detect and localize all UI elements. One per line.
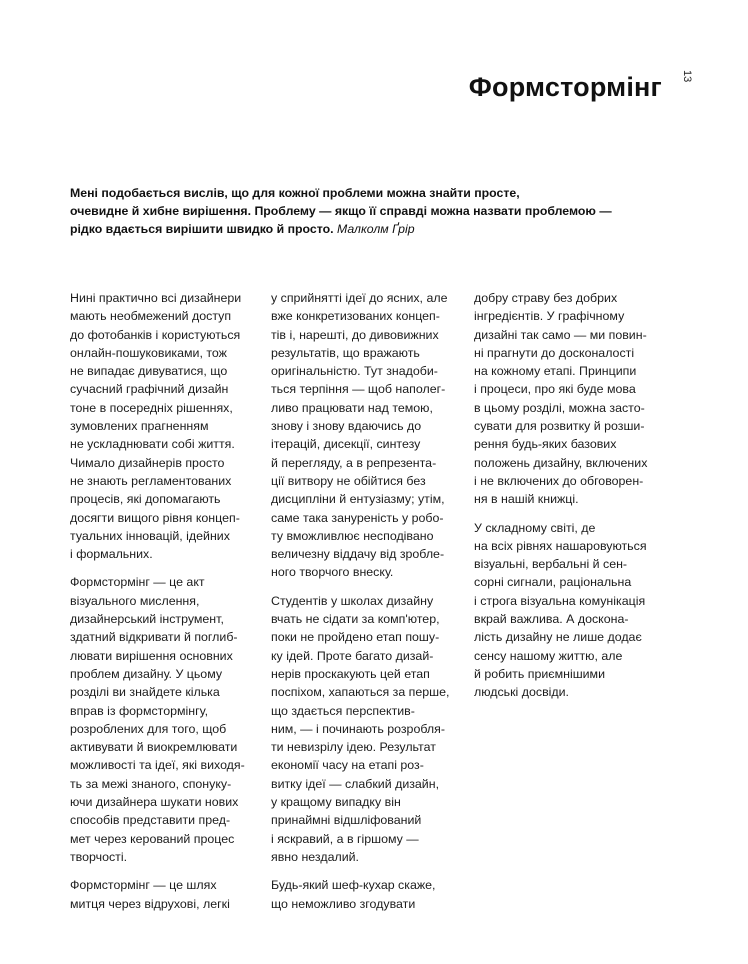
body-text-line: не знають регламентованих xyxy=(70,473,232,488)
body-paragraph xyxy=(70,876,266,913)
body-paragraph xyxy=(271,289,467,582)
body-paragraph xyxy=(271,876,467,913)
body-text-line: розроблених для того, щоб xyxy=(70,721,227,736)
body-text-line: сорні сигнали, раціональна xyxy=(474,575,632,590)
body-text-line: у сприйнятті ідеї до ясних, але xyxy=(271,291,448,305)
body-text-line: митця через відрухові, легкі xyxy=(70,896,230,911)
body-text-line: явно нездалий. xyxy=(271,849,359,864)
page-title: Формстормінг xyxy=(468,72,662,102)
body-text-line: сучасний графічний дизайн xyxy=(70,382,229,397)
body-text-line: Студентів у школах дизайну xyxy=(271,593,434,608)
body-text-line: величезну віддачу від зробле- xyxy=(271,547,445,562)
body-text-line: можливості та ідеї, які виходя- xyxy=(70,758,245,773)
body-text-line: вкрай важлива. А доскона- xyxy=(474,612,629,627)
body-text-line: тоне в посередніх рішеннях, xyxy=(70,400,233,415)
body-text-line: мають необмежений доступ xyxy=(70,309,232,324)
body-text-line: економії часу на етапі роз- xyxy=(271,758,424,773)
body-text-line: зумовлених прагненням xyxy=(70,419,209,434)
body-text-line: ітерацій, дисекції, синтезу xyxy=(271,437,421,452)
body-text-line: ливо працювати над темою, xyxy=(271,400,433,415)
body-text-line: що неможливо згодувати xyxy=(271,896,416,911)
body-text-line: творчості. xyxy=(70,849,128,864)
body-text-line: не випадає дивуватися, що xyxy=(70,364,228,379)
body-text-line: рення будь-яких базових xyxy=(474,437,617,452)
body-text-line: саме така зануреність у робо- xyxy=(271,510,444,525)
body-text-line: і формальних. xyxy=(70,547,153,562)
text-column-3 xyxy=(474,289,674,712)
body-text-line: результатів, що вражають xyxy=(271,345,420,360)
body-text-line: і процеси, про які буде мова xyxy=(474,382,636,397)
body-text-line: вправ із формстормінгу, xyxy=(70,703,209,718)
body-text-line: способів представити пред- xyxy=(70,813,231,828)
body-text-line: поспіхом, хапаються за перше, xyxy=(271,685,450,700)
body-text-line: ючи дизайнера шукати нових xyxy=(70,795,239,810)
epigraph-line-text: рідко вдається вирішити швидко й просто. xyxy=(70,222,334,236)
body-text-line: положень дизайну, включених xyxy=(474,455,648,470)
body-text-line: ні прагнути до досконалості xyxy=(474,345,635,360)
body-text-line: людські досвіди. xyxy=(474,685,569,700)
body-text-line: ти невизрілу ідею. Результат xyxy=(271,740,436,755)
body-text-line: знову і знову вдаючись до xyxy=(271,419,422,434)
body-text-line: ного творчого внеску. xyxy=(271,565,394,580)
body-text-line: лість дизайну не лише додає xyxy=(474,630,642,645)
body-text-line: лювати вирішення основних xyxy=(70,648,233,663)
body-paragraph xyxy=(70,573,266,866)
body-text-line: у кращому випадку він xyxy=(271,795,401,810)
body-text-line: туальних інновацій, ідейних xyxy=(70,528,230,543)
body-text-line: вже конкретизованих концеп- xyxy=(271,309,440,324)
body-paragraph xyxy=(271,592,467,866)
body-text-line: проблем дизайну. У цьому xyxy=(70,666,223,681)
text-column-2 xyxy=(271,289,467,923)
body-text-line: не ускладнювати собі життя. xyxy=(70,437,235,452)
body-text-line: ня в нашій книжці. xyxy=(474,492,579,507)
body-text-line: Чимало дизайнерів просто xyxy=(70,455,225,470)
body-text-line: тів і, нарешті, до дивовижних xyxy=(271,327,439,342)
body-text-line: ть за межі знаного, спонуку- xyxy=(70,776,232,791)
body-text-line: вчать не сідати за комп'ютер, xyxy=(271,612,440,627)
body-text-line: ться терпіння — щоб наполег- xyxy=(271,382,446,397)
body-text-line: на кожному етапі. Принципи xyxy=(474,364,637,379)
body-text-line: розділі ви знайдете кілька xyxy=(70,685,220,700)
body-text-line: Будь-який шеф-кухар скаже, xyxy=(271,878,436,893)
body-text-line: й робить приємнішими xyxy=(474,666,605,681)
body-paragraph xyxy=(70,289,266,563)
body-text-line: витку ідеї — слабкий дизайн, xyxy=(271,776,440,791)
epigraph-quote xyxy=(70,184,630,238)
epigraph-line: Мені подобається вислів, що для кожної проблеми можна знайти просте, xyxy=(70,186,520,200)
body-text-line: принаймні відшліфований xyxy=(271,813,422,828)
body-text-line: досягти вищого рівня концеп- xyxy=(70,510,240,525)
body-text-line: і не включених до обговорен- xyxy=(474,473,644,488)
body-text-line: до фотобанків і користуються xyxy=(70,327,241,342)
body-text-line: візуальні, вербальні й сен- xyxy=(474,557,628,572)
body-text-line: і строга візуальна комунікація xyxy=(474,593,646,608)
body-text-line: процесів, які допомагають xyxy=(70,492,221,507)
body-text-line: здатний відкривати й поглиб- xyxy=(70,630,238,645)
body-text-line: дисципліни й ентузіазму; утім, xyxy=(271,492,445,507)
body-text-line: ту вможливлює несподівано xyxy=(271,528,434,543)
body-text-line: інгредієнтів. У графічному xyxy=(474,309,625,324)
body-text-line: ку ідей. Проте багато дизай- xyxy=(271,648,434,663)
page-number: 13 xyxy=(681,70,693,83)
text-column-1 xyxy=(70,289,266,923)
body-text-line: сувати для розвитку й розши- xyxy=(474,419,645,434)
body-text-line: оригінальністю. Тут знадоби- xyxy=(271,364,438,379)
body-paragraph xyxy=(474,289,674,509)
body-text-line: й перегляду, а в репрезента- xyxy=(271,455,437,470)
epigraph-line xyxy=(70,220,630,238)
body-text-line: мет через керований процес xyxy=(70,831,235,846)
body-text-line: ції витвору не обійтися без xyxy=(271,473,426,488)
body-text-line: на всіх рівнях нашаровуються xyxy=(474,538,647,553)
body-text-line: Формстормінг — це шлях xyxy=(70,878,217,893)
body-text-line: онлайн-пошуковиками, тож xyxy=(70,345,227,360)
body-text-line: нерів проскакують цей етап xyxy=(271,666,430,681)
body-text-line: дизайнерський інструмент, xyxy=(70,612,224,627)
body-text-line: активувати й виокремлювати xyxy=(70,740,238,755)
epigraph-line: очевидне й хибне вирішення. Проблему — якщо її справді можна назвати проблемою — xyxy=(70,204,612,218)
body-text-line: що здається перспектив- xyxy=(271,703,415,718)
body-text-line: в цьому розділі, можна засто- xyxy=(474,400,645,415)
body-text-line: ним, — і починають розробля- xyxy=(271,721,445,736)
body-text-line: Формстормінг — це акт xyxy=(70,575,205,590)
body-text-line: сенсу нашому життю, але xyxy=(474,648,623,663)
body-text-line: Нині практично всі дизайнери xyxy=(70,291,242,305)
body-text-line: дизайні так само — ми повин- xyxy=(474,327,647,342)
body-paragraph xyxy=(474,519,674,702)
body-text-line: У складному світі, де xyxy=(474,520,596,535)
body-text-line: добру страву без добрих xyxy=(474,291,618,305)
body-text-line: візуального мислення, xyxy=(70,593,200,608)
body-text-line: і яскравий, а в гіршому — xyxy=(271,831,419,846)
body-text-line: поки не пройдено етап пошу- xyxy=(271,630,440,645)
epigraph-author: Малколм Ґрір xyxy=(336,222,415,236)
